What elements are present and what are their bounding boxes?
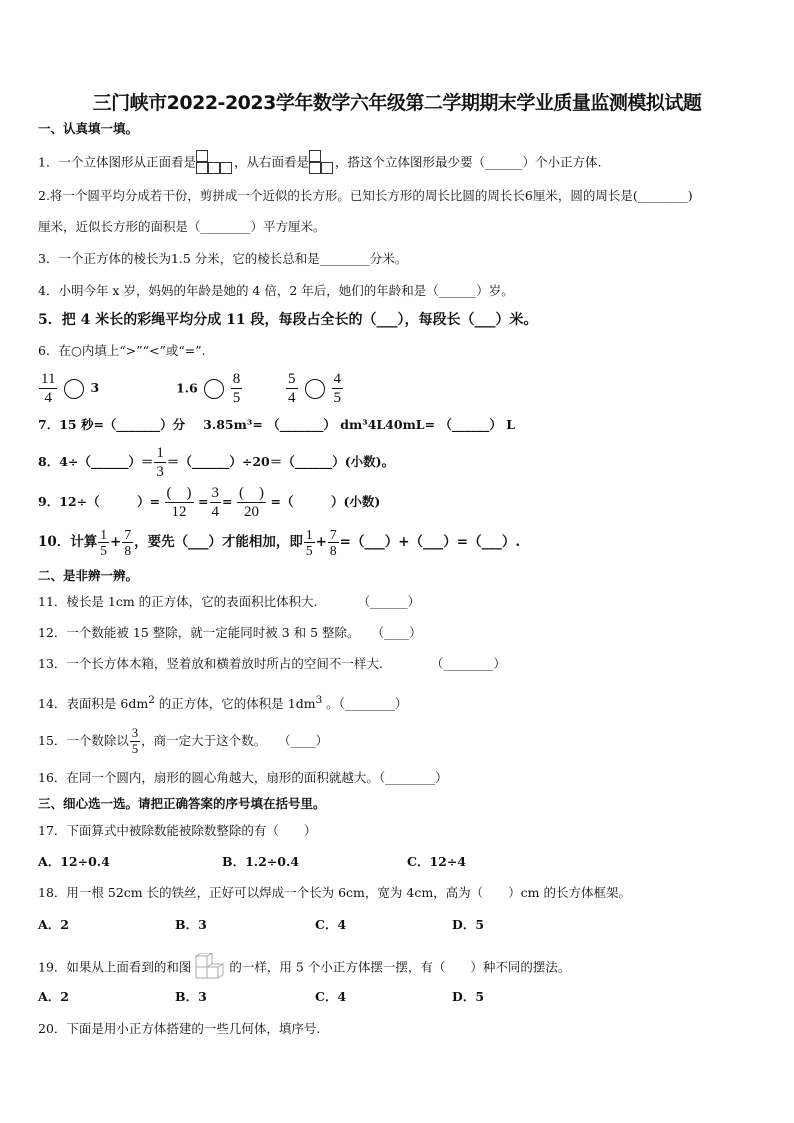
q6-item-3 [285,370,344,407]
q1-text-3: ，搭这个立体图形最少要（______）个小正方体. [334,154,602,170]
option-d[interactable]: D．5 [452,917,485,932]
option-a[interactable]: A．2 [38,989,69,1004]
option-b[interactable]: B．1.2÷0.4 [222,854,300,869]
question-6: 6．在○内填上“>”“<”或“=”. [38,343,206,358]
answer-circle[interactable] [204,379,224,399]
fraction: $\frac{5}{4}$ [288,371,296,406]
question-14: 14．表面积是 $6dm^2$ 的正方体，它的体积是 $1dm^3$ 。（________） [38,694,408,712]
fraction: $\frac{8}{5}$ [232,371,241,406]
question-2-cont: 厘米，近似长方形的面积是（________）平方厘米。 [38,219,326,234]
question-12: 12．一个数能被 15 整除，就一定能同时被 3 和 5 整除。 （____） [38,625,422,640]
question-10: 10．计算 $\frac{1}{5}$ + $\frac{7}{8}$ ，要先（___）才能相加，即 $\frac{1}{5}$ + $\frac{7}{8}$ =（___）+（___）=（___）. [38,527,521,558]
fraction: $\frac{1}{3}$ [156,445,164,480]
question-20: 20．下面是用小正方体搭建的一些几何体，填序号. [38,1021,321,1036]
question-3: 3．一个正方体的棱长为1.5 分米，它的棱长总和是________分米。 [38,251,408,266]
front-view-figure [196,150,234,176]
question-7: 7．15 秒=（_______）分 3.85m³= （_______） dm³4L40mL= （______） L [38,417,516,432]
option-a[interactable]: A．12÷0.4 [38,854,110,869]
answer-circle[interactable] [305,379,325,399]
question-1 [38,150,601,176]
fraction: $\frac{11}{4}$ [41,371,56,406]
option-b[interactable]: B．3 [175,917,207,932]
question-11: 11．棱长是 1cm 的正方体，它的表面积比体积大. （______） [38,594,421,609]
question-2: 2.将一个圆平均分成若干份，剪拼成一个近似的长方形。已知长方形的周长比圆的周长长6厘米，圆的周长是(________) [38,188,693,203]
question-4: 4．小明今年 x 岁，妈妈的年龄是她的 4 倍，2 年后，她们的年龄和是（______）岁。 [38,283,514,298]
option-a[interactable]: A．2 [38,917,69,932]
option-d[interactable]: D．5 [452,989,485,1004]
question-18: 18．用一根 52cm 长的铁丝，正好可以焊成一个长为 6cm，宽为 4cm，高为（ ）cm 的长方体框架。 [38,885,632,900]
option-c[interactable]: C．4 [315,917,347,932]
option-c[interactable]: C．4 [315,989,347,1004]
section-heading: 一、认真填一填。 [38,121,139,136]
fraction: $\frac{4}{5}$ [333,371,341,406]
section-heading: 二、是非辨一辨。 [38,568,139,583]
cube-figure [193,953,227,983]
q6-item-1: $\frac{11}{4}$ 3 [41,371,100,406]
right-view-figure [309,150,335,176]
question-13: 13．一个长方体木箱，竖着放和横着放时所占的空间不一样大. （________） [38,656,506,671]
question-15: 15．一个数除以 $\frac{3}{5}$ ，商一定大于这个数。 （____） [38,726,329,756]
q6-item-2: 1.6 $\frac{8}{5}$ [176,371,241,406]
question-8: 8．4÷（______）＝ $\frac{1}{3}$ ＝（______）÷20＝（______）(小数)。 [38,445,395,480]
section-heading: 三、细心选一选。请把正确答案的序号填在括号里。 [38,796,326,811]
question-9: 9．12÷（ ）= $\frac{( )}{12}$ = $\frac{3}{4}$ = $\frac{( )}{20}$ =（ ）(小数) [38,485,381,520]
exam-title: 三门峡市2022-2023学年数学六年级第二学期期末学业质量监测模拟试题 [92,92,702,114]
q1-text-2: ，从右面看是 [233,154,309,170]
question-19: 19．如果从上面看到的和图 的一样，用 5 个小正方体摆一摆，有（ ）种不同的摆法。 [38,953,570,983]
answer-circle[interactable] [64,379,84,399]
question-16: 16．在同一个圆内，扇形的圆心角越大，扇形的面积就越大。（________） [38,770,448,785]
option-b[interactable]: B．3 [175,989,207,1004]
option-c[interactable]: C．12÷4 [407,854,467,869]
question-5: 5．把 4 米长的彩绳平均分成 11 段，每段占全长的（___），每段长（___）米。 [38,312,538,328]
q1-text: 1．一个立体图形从正面看是 [38,154,196,170]
question-17: 17．下面算式中被除数能被除数整除的有（ ） [38,823,317,838]
